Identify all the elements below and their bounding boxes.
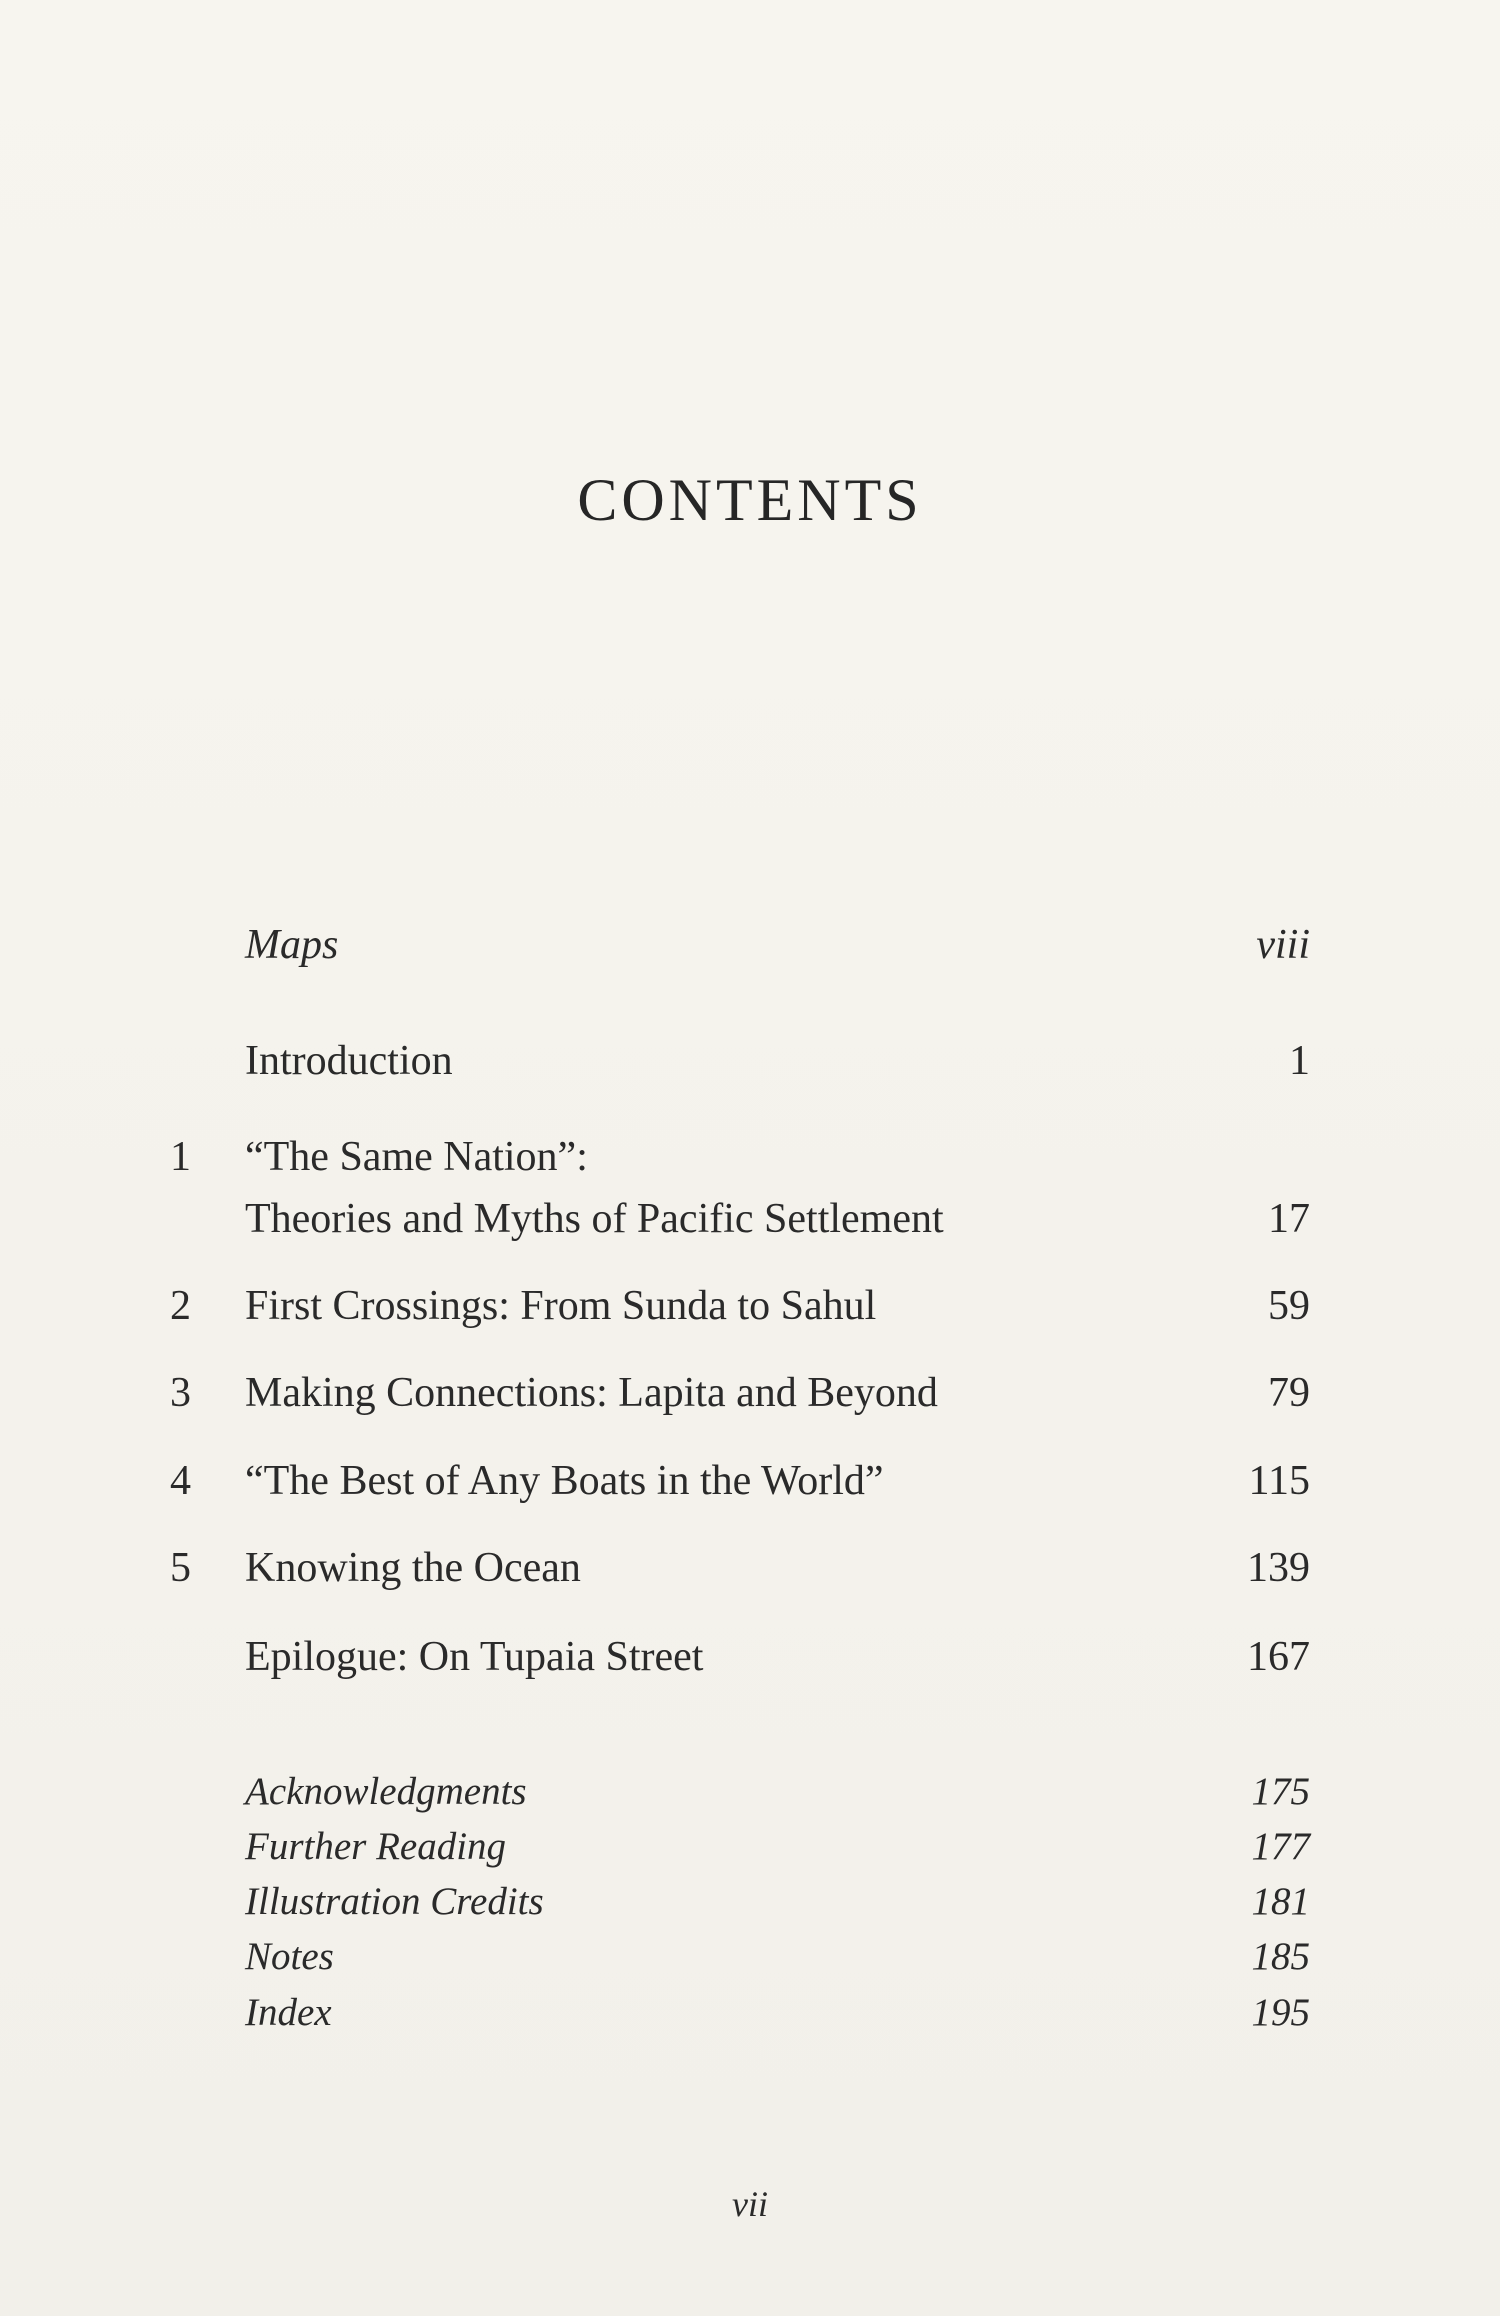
toc-entry-label: Illustration Credits xyxy=(245,1880,544,1923)
toc-entry-label xyxy=(245,1547,581,1609)
toc-entry-page: 185 xyxy=(1251,1935,1310,1978)
toc-entry-line: First Crossings: From Sunda to Sahul xyxy=(245,1283,877,1329)
toc-entry-label: Index xyxy=(245,1991,332,2034)
toc-entry-line: Knowing the Ocean xyxy=(245,1545,581,1591)
toc-entry-page: 195 xyxy=(1251,1991,1310,2034)
toc-entry-label: Acknowledgments xyxy=(245,1770,527,1813)
page-title: CONTENTS xyxy=(577,467,923,533)
chapter-number: 1 xyxy=(170,1134,191,1180)
toc-entry-page: 59 xyxy=(1268,1283,1310,1329)
toc-entry-label xyxy=(245,1372,938,1434)
toc-entry-page: 1 xyxy=(1289,1038,1310,1084)
toc-entry-line: “The Same Nation”: xyxy=(245,1134,588,1180)
toc-entry-line: Epilogue: On Tupaia Street xyxy=(245,1634,704,1680)
toc-entry-page: 79 xyxy=(1268,1370,1310,1416)
toc-entry-line: Theories and Myths of Pacific Settlement xyxy=(245,1196,944,1242)
page-number: vii xyxy=(732,2184,768,2224)
toc-entry-line: “The Best of Any Boats in the World” xyxy=(245,1458,884,1504)
chapter-number: 5 xyxy=(170,1545,191,1591)
toc-entry-page: 181 xyxy=(1251,1880,1310,1923)
toc-entry-page: 177 xyxy=(1251,1825,1310,1868)
toc-entry-label xyxy=(245,1136,944,1260)
toc-entry-page: 175 xyxy=(1251,1770,1310,1813)
toc-entry-page: 115 xyxy=(1248,1458,1310,1504)
toc-entry-label xyxy=(245,1285,876,1347)
toc-entry-label: Further Reading xyxy=(245,1825,507,1868)
toc-entry-page: 17 xyxy=(1268,1196,1310,1242)
toc-entry-page: viii xyxy=(1256,922,1310,968)
chapter-number: 2 xyxy=(170,1283,191,1329)
toc-entry-label: Notes xyxy=(245,1935,334,1978)
toc-entry-label xyxy=(245,1040,453,1102)
chapter-number: 4 xyxy=(170,1458,191,1504)
toc-entry-line: Making Connections: Lapita and Beyond xyxy=(245,1370,938,1416)
toc-entry-label xyxy=(245,1460,884,1522)
toc-entry-line: Introduction xyxy=(245,1038,453,1084)
toc-entry-label: Maps xyxy=(245,922,339,968)
toc-entry-page: 167 xyxy=(1247,1634,1310,1680)
chapter-number: 3 xyxy=(170,1370,191,1416)
toc-entry-page: 139 xyxy=(1247,1545,1310,1591)
toc-entry-label xyxy=(245,1636,703,1698)
